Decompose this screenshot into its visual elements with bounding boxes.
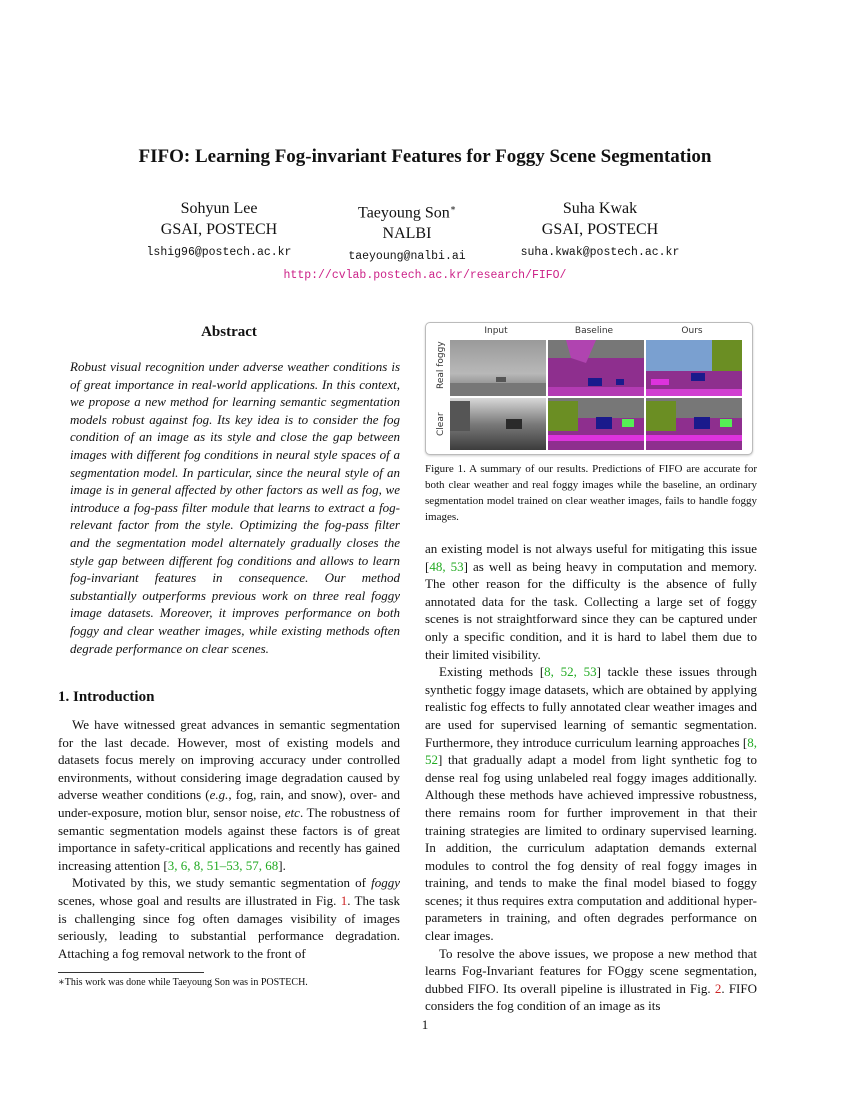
author-email[interactable]: taeyoung@nalbi.ai [348,250,466,264]
intro-paragraph-1: We have witnessed great advances in semantic segmentation for the last decade. However, most of existing models and datasets focus merely on improving accuracy under controlled environments, without considering image degradation caused by adverse weather conditions (e.g., fog, rain, and snow), over- and under-exposure, motion blur, sensor noise, etc. The robustness of semantic segmentation models against these factors is of great importance in safety-critical applications and recently has gained increasing attention [3, 6, 8, 51–53, 57, 68]. [58,717,400,873]
author-email[interactable]: lshig96@postech.ac.kr [146,246,292,259]
project-url[interactable]: http://cvlab.postech.ac.kr/research/FIFO/ [283,269,567,282]
citation-link[interactable]: 8, 52, 53 [544,664,597,680]
paper-title: FIFO: Learning Fog-invariant Features for Foggy Scene Segmentation [138,146,712,167]
footnote-rule [58,972,204,973]
author-email[interactable]: suha.kwak@postech.ac.kr [520,246,680,259]
figure-1-caption: Figure 1. A summary of our results. Predictions of FIFO are accurate for both clear weather and real foggy images while the baseline, an ordinary segmentation model trained on clear weather images, fails to handle foggy images. [425,463,757,523]
citation-link[interactable]: 3, 6, 8, 51–53, 57, 68 [167,857,279,873]
foggy-baseline-prediction [548,340,644,396]
author-affiliation: GSAI, POSTECH [541,221,659,238]
author-affiliation: NALBI [382,225,432,243]
right-paragraph-1: an existing model is not always useful for mitigating this issue [48, 53] as well as being heavy in computation and memory. The other reason for the difficulty is the absence of fully annotated data for the task. Collecting a large set of foggy scenes is not straightforward since they can be captured under only a specific condition, and it is hard to label them due to their limited visibility. [425,541,758,662]
section-heading-introduction: 1. Introduction [58,689,155,705]
figure-row-label: Real foggy [436,341,446,389]
figure-column-label: Input [484,326,508,336]
author-2 [297,198,517,267]
author-name: Suha Kwak [562,200,638,217]
figure-1 [425,322,753,455]
figure-column-label: Ours [681,326,703,336]
author-name: Taeyoung Son [358,204,450,222]
figure-row-label: Clear [436,412,446,436]
author-footnote-mark: ∗ [449,203,456,213]
author-name: Sohyun Lee [180,200,258,217]
foggy-ours-prediction [646,340,742,396]
foggy-input-image [450,340,546,396]
author-affiliation: GSAI, POSTECH [160,221,278,238]
author-3 [490,198,710,263]
figure-column-label: Baseline [574,326,614,336]
intro-column [58,716,400,962]
clear-input-image [450,398,546,450]
footnote: ∗This work was done while Taeyoung Son was in POSTECH. [58,977,308,988]
abstract-heading: Abstract [201,324,257,340]
right-column [425,540,757,1015]
intro-paragraph-2: Motivated by this, we study semantic segmentation of foggy scenes, whose goal and results are illustrated in Fig. 1. The task is challenging since fog often damages visibility of images seriously, leading to substantial performance degradation. Attaching a fog removal network to the front of [58,875,400,961]
citation-link[interactable]: 48, 53 [429,558,464,574]
figure-ref-link[interactable]: 2 [714,980,722,996]
abstract-text: Robust visual recognition under adverse weather conditions is of great importance in real-world applications. In this context, we propose a new method for learning semantic segmentation models robust against fog. Its key idea is to consider the fog condition of an image as its style and close the gap between images with different fog conditions in neural style spaces of a segmentation model. In particular, since the neural style of an image is in general affected by other factors as well as fog, we introduce a fog-pass filter module that learns to extract a fog-relevant factor from the style. Optimizing the fog-pass filter and the segmentation model alternately gradually closes the style gap between different fog conditions and allows to learn fog-invariant features in consequence. Our method substantially outperforms previous work on three real foggy image datasets. Moreover, it improves performance on both foggy and clear weather images, while existing methods often degrade performance on clear scenes. [70,359,400,656]
page-number: 1 [421,1017,429,1032]
figure-image-grid [426,323,752,454]
clear-baseline-prediction [548,398,644,450]
author-1 [109,198,329,263]
right-paragraph-3: To resolve the above issues, we propose a new method that learns Fog-Invariant features for FOggy scene segmentation, dubbed FIFO. Its overall pipeline is illustrated in Fig. 2. FIFO considers the fog condition of an image as its [425,945,757,1014]
citation-link[interactable]: 8, 52 [425,734,757,768]
figure-ref-link[interactable]: 1 [340,892,348,908]
right-paragraph-2: Existing methods [8, 52, 53] tackle these issues through synthetic foggy image datasets, which are obtained by applying realistic fog effects to fully annotated clear weather images and are used for supervised learning of semantic segmentation. Furthermore, they introduce curriculum learning approaches [8, 52] that gradually adapt a model from light synthetic fog to dense real fog using unlabeled real foggy images additionally. Although these methods have achieved impressive robustness, there remains room for further improvement in that their training strategies are limited to ordinary supervised learning. In addition, the curriculum adaptation demands external modules to control the fog density of real foggy images in training, and tends to make the final model biased to foggy scenes; it thus requires extra computation and additional hyper-parameters in training, and often degrades performance on clear images. [425,664,758,944]
clear-ours-prediction [646,398,742,450]
